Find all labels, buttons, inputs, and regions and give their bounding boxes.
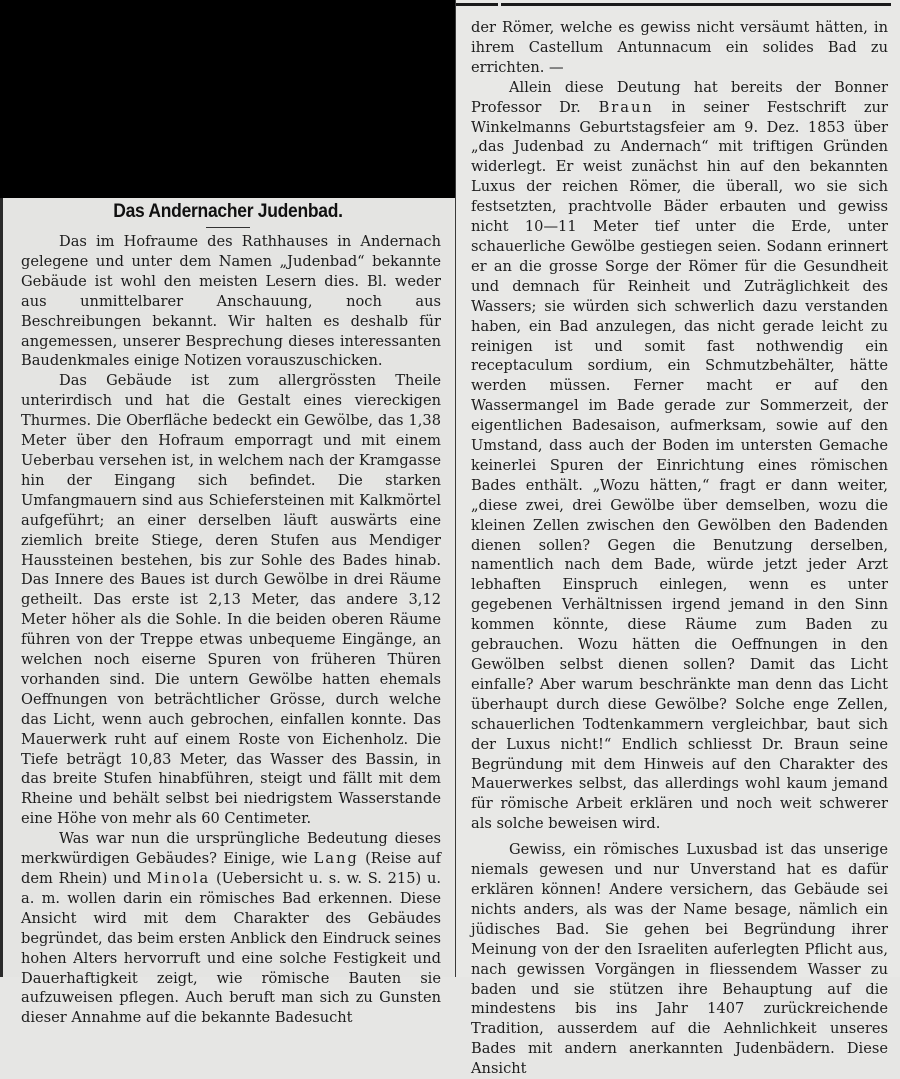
text-run: (Uebersicht u. s. w. S. 215) u. a. m. wollen darin ein römisches Bad erkennen. Diese Ansicht wird mit dem Charakter des Gebäudes begründet, das beim ersten Anblick den Eindruck seines hohen Alters hervorruft und eine solche Festigkeit und Dauerhaftigkeit zeigt, wie römische Bauten sie aufzuweisen pflegen. Auch beruft man sich zu Gunsten dieser Annahme auf die bekannte Badesucht: [21, 870, 441, 1027]
paragraph-continuation: der Römer, welche es gewiss nicht versäumt hätten, in ihrem Castellum Antunnacum ein solides Bad zu errichten. —: [471, 19, 888, 76]
author-name-minola: Minola: [147, 870, 211, 887]
text-run: Allein diese Deutung hat bereits der Bonner Professor Dr.: [471, 78, 888, 116]
paragraph-building-description: Das Gebäude ist zum allergrössten Theile unterirdisch und hat die Gestalt eines viereckigen Thurmes. Die Oberfläche bedeckt ein Gewölbe, das 1,38 Meter über den Hofraum emporragt und mit einem Ueberbau versehen ist, in welchem nach der Kramgasse hin der Eingang sich befindet. Die starken Umfangmauern sind aus Schiefersteinen mit Kalkmörtel aufgeführt; an einer derselben läuft auswärts eine ziemlich breite Stiege, deren Stufen aus Mendiger Haussteinen bestehen, bis zur Sohle des Bades hinab. Das Innere des Baues ist durch Gewölbe in drei Räume getheilt. Das erste ist 2,13 Meter, das andere 3,12 Meter höher als die Sohle. In die beiden oberen Räume führen von der Treppe etwas unbequeme Eingänge, an welchen noch eiserne Spuren von früheren Thüren vorhanden sind. Die untern Gewölbe hatten ehemals Oeffnungen von beträchtlicher Grösse, durch welche das Licht, wenn auch gebrochen, einfallen konnte. Das Mauerwerk ruht auf einem Roste von Eichenholz. Die Tiefe beträgt 10,83 Meter, das Wasser des Bassin, in das breite Stufen hinabführen, steigt und fällt mit dem Rheine und behält selbst bei niedrigstem Wasserstande eine Höhe von mehr als 60 Centimeter.: [21, 372, 441, 828]
paragraph-original-meaning: [21, 829, 441, 1028]
title-underline-rule: [206, 227, 250, 228]
text-run: (Reise auf dem Rhein) und: [21, 850, 441, 887]
text-run: Was war nun die ursprüngliche Bedeutung dieses merkwürdigen Gebäudes? Einige, wie: [21, 830, 441, 868]
top-double-rule: [456, 3, 891, 6]
article-title: Das Andernacher Judenbad.: [113, 201, 343, 222]
right-column-text: [456, 0, 900, 1079]
left-column: [0, 198, 453, 1027]
right-column: [455, 0, 900, 1078]
text-run: in seiner Festschrift zur Winkelmanns Geburtstagsfeier am 9. Dez. 1853 über „das Judenbad zu Andernach“ mit triftigen Gründen widerlegt. Er weist zunächst hin auf den bekannten Luxus der reichen Römer, die überall, wo sie sich festsetzten, prachtvolle Bäder erbauten und gewiss nicht 10—11 Meter tief unter die Erde, unter schauerliche Gewölbe gestiegen seien. Sodann erinnert er an die grosse Sorge der Römer für die Gesundheit und demnach für Reinheit und Zuträglichkeit des Wassers; sie würden sich schwerlich dazu verstanden haben, ein Bad anzulegen, das nicht gerade leicht zu reinigen ist und somit fast nothwendig ein receptaculum sordium, ein Schmutzbehälter, hätte werden müssen. Ferner macht er auf den Wassermangel im Bade gerade zur Sommerzeit, der eigentlichen Badesaison, aufmerksam, sowie auf den Umstand, dass auch der Boden im untersten Gemache keinerlei Spuren der Einrichtung eines römischen Bades enthält. „Wozu hätten,“ fragt er dann weiter, „diese zwei, drei Gewölbe über demselben, wozu die kleinen Zellen zwischen den Gewölben den Badenden dienen sollen? Gegen die Benutzung derselben, namentlich nach dem Bade, würde jetzt jeder Arzt lebhaften Einspruch einlegen, wenn es unter gegebenen Verhältnissen irgend jemand in den Sinn kommen könnte, diese Räume zum Baden zu gebrauchen. Wozu hätten die Oeffnungen in den Gewölben selbst dienen sollen? Damit das Licht einfalle? Aber warum beschränkte man denn das Licht überhaupt durch diese Gewölbe? Solche enge Zellen, schauerlichen Todtenkammern vergleichbar, baut sich der Luxus nicht!“ Endlich schliesst Dr. Braun seine Begründung mit dem Hinweis auf den Charakter des Mauerwerkes selbst, das allerdings wohl kaum jemand für römische Arbeit erklären und noch weit schwerer als solche beweisen wird.: [471, 98, 888, 833]
author-name-lang: Lang: [313, 850, 359, 868]
paragraph-intro: Das im Hofraume des Rathhauses in Andernach gelegene und unter dem Namen „Judenbad“ bekannte Gebäude ist wohl den meisten Lesern dies. Bl. weder aus unmittelbarer Anschauung, noch aus Beschreibungen bekannt. Wir halten es deshalb für angemessen, unserer Besprechung dieses interessanten Baudenkmales einige Notizen vorauszuschicken.: [21, 233, 441, 370]
redacted-black-region: [0, 0, 455, 198]
left-column-text: [3, 232, 453, 1028]
paragraph-jewish-bath: Gewiss, ein römisches Luxusbad ist das unserige niemals gewesen und nur Unverstand hat es dafür erklären können! Andere versichern, das Gebäude sei nichts anders, als was der Name besage, nämlich ein jüdisches Bad. Sie gehen bei Begründung ihrer Meinung von der den Israeliten auferlegten Pflicht aus, nach gewissen Vorgängen in fliessendem Wasser zu baden und sie stützen ihre Behauptung auf die mindestens bis ins Jahr 1407 zurückreichende Tradition, ausserdem auf die Aehnlichkeit unseres Bades mit andern anerkannten Judenbädern. Diese Ansicht: [471, 841, 888, 1078]
paragraph-braun-refutation: [471, 78, 888, 834]
rule-gap: [498, 2, 501, 7]
author-name-braun: Braun: [598, 98, 654, 116]
